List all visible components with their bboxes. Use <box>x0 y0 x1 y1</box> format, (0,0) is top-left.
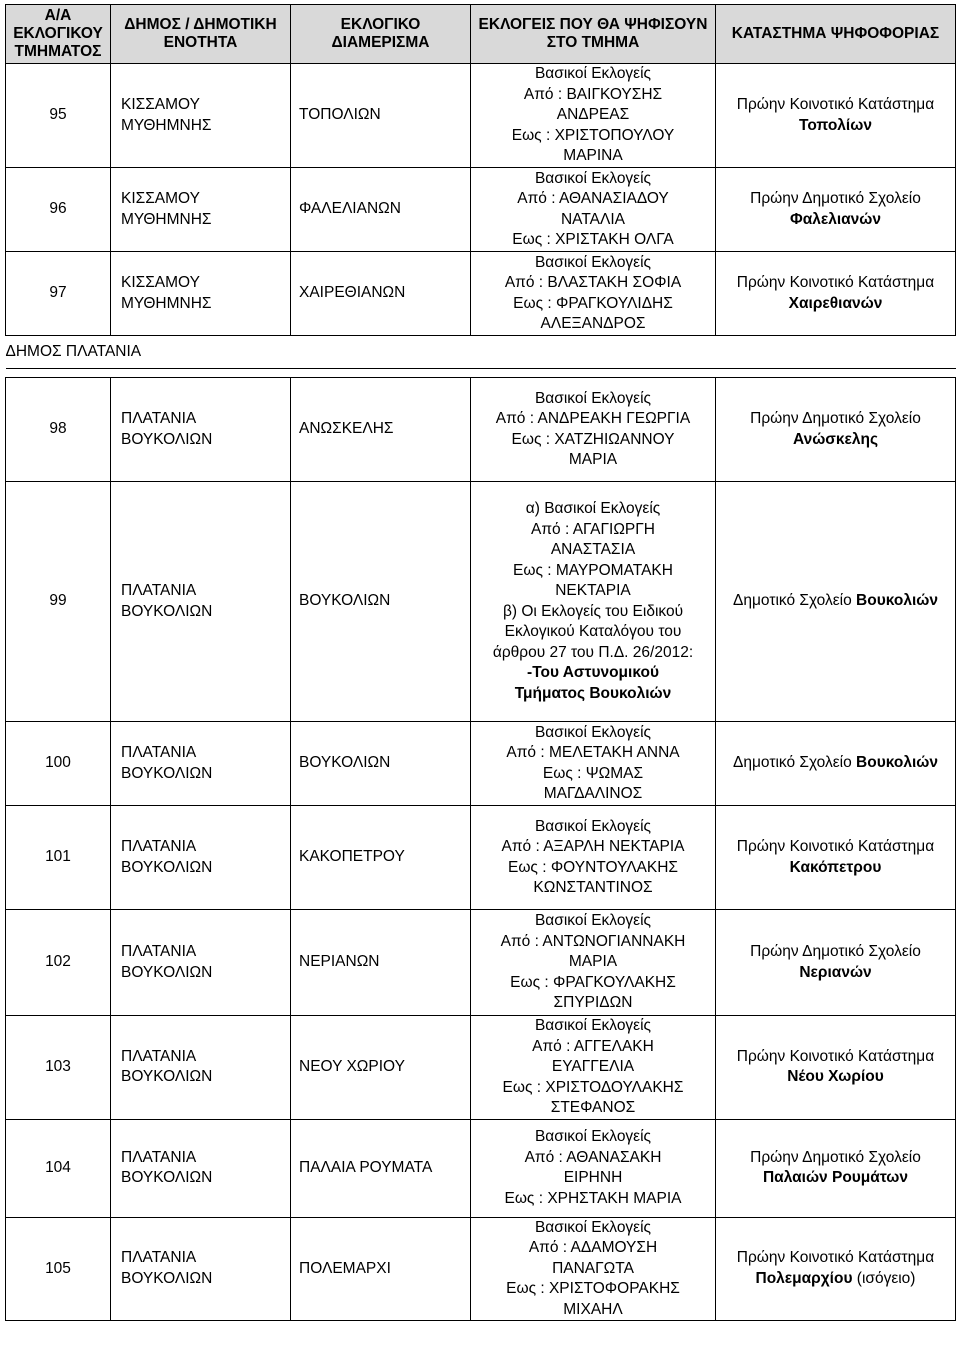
section-number: 96 <box>6 168 111 252</box>
table-row <box>6 806 956 910</box>
table-row <box>6 168 956 252</box>
electoral-district: ΝΕΡΙΑΝΩΝ <box>291 910 471 1016</box>
voters-line: Εως : ΜΑΥΡΟΜΑΤΑΚΗ <box>513 561 673 579</box>
polling-place-name: Ανώσκελης <box>792 430 879 448</box>
voters-line: ΜΑΡΙΑ <box>568 451 618 468</box>
municipal-unit-name: ΒΟΥΚΟΛΙΩΝ <box>121 430 213 448</box>
municipality-cell <box>111 722 291 806</box>
polling-place-name: Βουκολιών <box>856 754 938 772</box>
polling-place-name-line <box>716 294 955 315</box>
voters-line: Εως : ΧΡΙΣΤΟΠΟΥΛΟΥ <box>511 126 675 144</box>
municipal-unit-name: ΒΟΥΚΟΛΙΩΝ <box>121 1169 213 1186</box>
municipal-unit-name: ΒΟΥΚΟΛΙΩΝ <box>121 602 213 620</box>
voters-line: ΝΑΤΑΛΙΑ <box>560 210 626 228</box>
polling-place-cell <box>716 1119 956 1217</box>
voters-line: ΜΑΓΔΑΛΙΝΟΣ <box>543 785 643 802</box>
section-number: 97 <box>6 252 111 336</box>
municipality-cell <box>111 64 291 168</box>
polling-place-cell <box>716 1016 956 1120</box>
spacer-row <box>6 369 956 378</box>
voters-cell <box>471 722 716 806</box>
voters-line: α) Βασικοί Εκλογείς <box>525 500 661 517</box>
polling-place-type: Πρώην Κοινοτικό Κατάστημα <box>736 96 935 113</box>
polling-place-name: Νεριανών <box>799 963 872 981</box>
voters-line: Από : ΒΛΑΣΤΑΚΗ ΣΟΦΙΑ <box>504 274 682 291</box>
polling-place-cell <box>716 722 956 806</box>
municipality-cell <box>111 806 291 910</box>
municipality-cell <box>111 1016 291 1120</box>
voters-line: ΚΩΝΣΤΑΝΤΙΝΟΣ <box>533 879 653 896</box>
table-row <box>6 910 956 1016</box>
voters-cell <box>471 64 716 168</box>
voters-cell <box>471 1217 716 1321</box>
polling-place-name: Τοπολίων <box>799 116 872 134</box>
group-title: ΔΗΜΟΣ ΠΛΑΤΑΝΙΑ <box>6 336 956 369</box>
polling-place-line <box>716 591 955 612</box>
voters-line: Εως : ΧΡΗΣΤΑΚΗ ΜΑΡΙΑ <box>504 1189 682 1207</box>
voters-line: Από : ΑΝΔΡΕΑΚΗ ΓΕΩΡΓΙΑ <box>495 410 691 427</box>
voters-line: ΠΑΝΑΓΩΤΑ <box>552 1259 634 1277</box>
municipal-unit-name: ΒΟΥΚΟΛΙΩΝ <box>121 764 213 782</box>
municipality-name: ΠΛΑΤΑΝΙΑ <box>121 744 197 761</box>
polling-place-cell <box>716 378 956 482</box>
polling-place-name: Παλαιών Ρουμάτων <box>762 1169 909 1186</box>
municipality-name: ΠΛΑΤΑΝΙΑ <box>121 1047 197 1065</box>
voters-cell <box>471 910 716 1016</box>
table-row <box>6 1016 956 1120</box>
voters-line: ΕΙΡΗΝΗ <box>563 1169 623 1186</box>
section-number: 101 <box>6 806 111 910</box>
group-platania-rows <box>6 378 956 1321</box>
voters-line: ΜΙΧΑΗΛ <box>563 1300 623 1318</box>
header-row <box>6 5 956 64</box>
voters-line: Βασικοί Εκλογείς <box>534 1017 652 1034</box>
polling-place-type: Δημοτικό Σχολείο <box>733 754 852 772</box>
header-polling-place: ΚΑΤΑΣΤΗΜΑ ΨΗΦΟΦΟΡΙΑΣ <box>716 5 956 64</box>
polling-place-name-line <box>716 858 955 879</box>
polling-place-name-line <box>716 1269 955 1290</box>
polling-place-cell <box>716 1217 956 1321</box>
section-number: 98 <box>6 378 111 482</box>
polling-place-cell <box>716 64 956 168</box>
group-title-row <box>6 336 956 369</box>
polling-place-cell <box>716 482 956 722</box>
voters-line-bold: -Του Αστυνομικού <box>527 664 659 681</box>
municipal-unit-name: ΜΥΘΗΜΝΗΣ <box>121 210 212 228</box>
voters-line: ΝΕΚΤΑΡΙΑ <box>555 582 631 599</box>
municipality-name: ΠΛΑΤΑΝΙΑ <box>121 1148 197 1166</box>
section-number: 99 <box>6 482 111 722</box>
voters-line: ΑΝΑΣΤΑΣΙΑ <box>550 541 636 558</box>
section-number: 95 <box>6 64 111 168</box>
voters-cell <box>471 1119 716 1217</box>
voters-line: ΣΤΕΦΑΝΟΣ <box>550 1099 636 1116</box>
voters-line: ΜΑΡΙΑ <box>568 953 618 971</box>
polling-place-name-line <box>716 430 955 451</box>
table-row <box>6 722 956 806</box>
electoral-district: ΝΕΟΥ ΧΩΡΙΟΥ <box>291 1016 471 1120</box>
voters-cell <box>471 378 716 482</box>
voters-cell <box>471 806 716 910</box>
polling-place-name-line <box>716 1067 955 1088</box>
polling-place-cell <box>716 806 956 910</box>
voters-line: Από : ΑΘΑΝΑΣΑΚΗ <box>524 1148 662 1166</box>
header-municipality: ΔΗΜΟΣ / ΔΗΜΟΤΙΚΗ ΕΝΟΤΗΤΑ <box>111 5 291 64</box>
polling-place-type: Πρώην Δημοτικό Σχολείο <box>750 1148 921 1166</box>
voters-line: ΣΠΥΡΙΔΩΝ <box>553 994 633 1012</box>
section-number: 103 <box>6 1016 111 1120</box>
municipality-name: ΠΛΑΤΑΝΙΑ <box>121 838 197 855</box>
section-number: 104 <box>6 1119 111 1217</box>
municipality-name: ΠΛΑΤΑΝΙΑ <box>121 582 197 599</box>
voters-line: ΑΝΔΡΕΑΣ <box>556 106 630 124</box>
municipality-cell <box>111 252 291 336</box>
electoral-district: ΒΟΥΚΟΛΙΩΝ <box>291 482 471 722</box>
polling-place-cell <box>716 252 956 336</box>
voters-line: άρθρου 27 του Π.Δ. 26/2012: <box>492 643 694 661</box>
header-electoral-district: ΕΚΛΟΓΙΚΟ ΔΙΑΜΕΡΙΣΜΑ <box>291 5 471 64</box>
voters-cell <box>471 252 716 336</box>
polling-place-type: Πρώην Δημοτικό Σχολείο <box>750 943 921 960</box>
municipality-name: ΠΛΑΤΑΝΙΑ <box>121 1249 197 1267</box>
electoral-district: ΚΑΚΟΠΕΤΡΟΥ <box>291 806 471 910</box>
municipality-cell <box>111 1119 291 1217</box>
polling-place-type: Πρώην Κοινοτικό Κατάστημα <box>736 1047 935 1065</box>
voters-line: ΑΛΕΞΑΝΔΡΟΣ <box>540 315 646 332</box>
municipal-unit-name: ΒΟΥΚΟΛΙΩΝ <box>121 858 213 876</box>
voters-line: ΕΥΑΓΓΕΛΙΑ <box>551 1058 635 1075</box>
voters-line: Βασικοί Εκλογείς <box>534 389 652 407</box>
polling-place-name: Κακόπετρου <box>789 858 882 876</box>
polling-place-name-line <box>716 210 955 231</box>
polling-place-line <box>716 753 955 774</box>
voters-line: Εκλογικού Καταλόγου του <box>504 623 682 640</box>
electoral-district: ΠΟΛΕΜΑΡΧΙ <box>291 1217 471 1321</box>
voters-line: Βασικοί Εκλογείς <box>534 253 652 271</box>
section-number: 105 <box>6 1217 111 1321</box>
municipality-name: ΚΙΣΣΑΜΟΥ <box>121 190 200 207</box>
polling-place-type: Πρώην Δημοτικό Σχολείο <box>750 190 921 207</box>
municipal-unit-name: ΜΥΘΗΜΝΗΣ <box>121 294 212 312</box>
voters-line: Βασικοί Εκλογείς <box>534 723 652 741</box>
polling-place-name: Χαιρεθιανών <box>788 294 883 312</box>
voters-line: Εως : ΦΟΥΝΤΟΥΛΑΚΗΣ <box>507 858 679 876</box>
voters-line: Από : ΑΓΑΓΙΩΡΓΗ <box>530 520 655 538</box>
voters-line: Βασικοί Εκλογείς <box>534 817 652 835</box>
municipality-name: ΚΙΣΣΑΜΟΥ <box>121 96 200 113</box>
voters-line: Εως : ΧΡΙΣΤΟΦΟΡΑΚΗΣ <box>506 1280 680 1297</box>
polling-place-cell <box>716 910 956 1016</box>
table-row <box>6 252 956 336</box>
electoral-district: ΤΟΠΟΛΙΩΝ <box>291 64 471 168</box>
voters-line: Εως : ΦΡΑΓΚΟΥΛΙΔΗΣ <box>513 294 673 312</box>
polling-place-name: Φαλελιανών <box>789 210 882 228</box>
group-title-body <box>6 336 956 378</box>
section-number: 100 <box>6 722 111 806</box>
municipality-cell <box>111 910 291 1016</box>
voters-line: Από : ΑΓΓΕΛΑΚΗ <box>532 1037 654 1055</box>
voters-cell <box>471 168 716 252</box>
voters-line: Από : ΒΑΙΓΚΟΥΣΗΣ <box>523 85 663 103</box>
municipality-name: ΠΛΑΤΑΝΙΑ <box>121 410 197 427</box>
voters-line: Εως : ΧΑΤΖΗΙΩΑΝΝΟΥ <box>511 430 675 448</box>
voters-line: Εως : ΦΡΑΓΚΟΥΛΑΚΗΣ <box>510 973 676 991</box>
polling-place-type: Πρώην Κοινοτικό Κατάστημα <box>736 274 935 291</box>
electoral-district: ΑΝΩΣΚΕΛΗΣ <box>291 378 471 482</box>
table-row <box>6 1217 956 1321</box>
municipality-cell <box>111 168 291 252</box>
polling-place-name: Νέου Χωρίου <box>787 1068 884 1086</box>
electoral-district: ΠΑΛΑΙΑ ΡΟΥΜΑΤΑ <box>291 1119 471 1217</box>
header-section-number: Α/Α ΕΚΛΟΓΙΚΟΥ ΤΜΗΜΑΤΟΣ <box>6 5 111 64</box>
electoral-district: ΧΑΙΡΕΘΙΑΝΩΝ <box>291 252 471 336</box>
polling-place-type: Δημοτικό Σχολείο <box>733 592 852 610</box>
municipal-unit-name: ΒΟΥΚΟΛΙΩΝ <box>121 1068 213 1086</box>
voters-line: Από : ΑΞΑΡΛΗ ΝΕΚΤΑΡΙΑ <box>501 838 685 855</box>
polling-place-type: Πρώην Κοινοτικό Κατάστημα <box>736 1249 935 1267</box>
voters-line: Εως : ΨΩΜΑΣ <box>542 764 644 782</box>
voters-line: Βασικοί Εκλογείς <box>534 1218 652 1236</box>
voters-cell <box>471 1016 716 1120</box>
polling-place-name: Πολεμαρχίου <box>755 1269 853 1287</box>
voters-line: Βασικοί Εκλογείς <box>534 1128 652 1145</box>
voters-cell <box>471 482 716 722</box>
voters-line: Από : ΑΔΑΜΟΥΣΗ <box>528 1239 658 1256</box>
table-row <box>6 1119 956 1217</box>
municipality-cell <box>111 378 291 482</box>
polling-stations-table <box>5 4 956 1321</box>
municipality-name: ΠΛΑΤΑΝΙΑ <box>121 943 197 960</box>
municipality-cell <box>111 1217 291 1321</box>
polling-place-name-line <box>716 116 955 137</box>
polling-place-note: (ισόγειο) <box>852 1269 916 1287</box>
voters-line: ΜΑΡΙΝΑ <box>563 147 623 165</box>
municipal-unit-name: ΒΟΥΚΟΛΙΩΝ <box>121 963 213 981</box>
voters-line: Εως : ΧΡΙΣΤΑΚΗ ΟΛΓΑ <box>512 231 674 248</box>
voters-line: Από : ΑΘΑΝΑΣΙΑΔΟΥ <box>517 190 669 207</box>
header-voters: ΕΚΛΟΓΕΙΣ ΠΟΥ ΘΑ ΨΗΦΙΣΟΥΝ ΣΤΟ ΤΜΗΜΑ <box>471 5 716 64</box>
polling-place-cell <box>716 168 956 252</box>
table-row <box>6 482 956 722</box>
group-kissamou-rows <box>6 64 956 336</box>
polling-place-name: Βουκολιών <box>856 592 938 610</box>
electoral-district: ΒΟΥΚΟΛΙΩΝ <box>291 722 471 806</box>
table-row <box>6 64 956 168</box>
electoral-district: ΦΑΛΕΛΙΑΝΩΝ <box>291 168 471 252</box>
voters-line: Από : ΜΕΛΕΤΑΚΗ ΑΝΝΑ <box>506 744 680 761</box>
section-number: 102 <box>6 910 111 1016</box>
polling-place-type: Πρώην Κοινοτικό Κατάστημα <box>736 838 935 855</box>
municipality-cell <box>111 482 291 722</box>
voters-line: Από : ΑΝΤΩΝΟΓΙΑΝΝΑΚΗ <box>500 932 686 950</box>
municipal-unit-name: ΜΥΘΗΜΝΗΣ <box>121 116 212 134</box>
spacer-cell <box>6 369 956 378</box>
municipal-unit-name: ΒΟΥΚΟΛΙΩΝ <box>121 1269 213 1287</box>
polling-place-type: Πρώην Δημοτικό Σχολείο <box>750 410 921 427</box>
polling-place-name-line <box>716 963 955 984</box>
voters-line: Βασικοί Εκλογείς <box>534 65 652 83</box>
municipality-name: ΚΙΣΣΑΜΟΥ <box>121 274 200 291</box>
voters-line: β) Οι Εκλογείς του Ειδικού <box>502 602 684 620</box>
table-row <box>6 378 956 482</box>
voters-line-bold: Τμήματος Βουκολιών <box>514 684 672 702</box>
polling-place-name-line <box>716 1168 955 1189</box>
voters-line: Βασικοί Εκλογείς <box>534 912 652 930</box>
voters-line: Εως : ΧΡΙΣΤΟΔΟΥΛΑΚΗΣ <box>502 1078 684 1096</box>
voters-line: Βασικοί Εκλογείς <box>534 169 652 187</box>
